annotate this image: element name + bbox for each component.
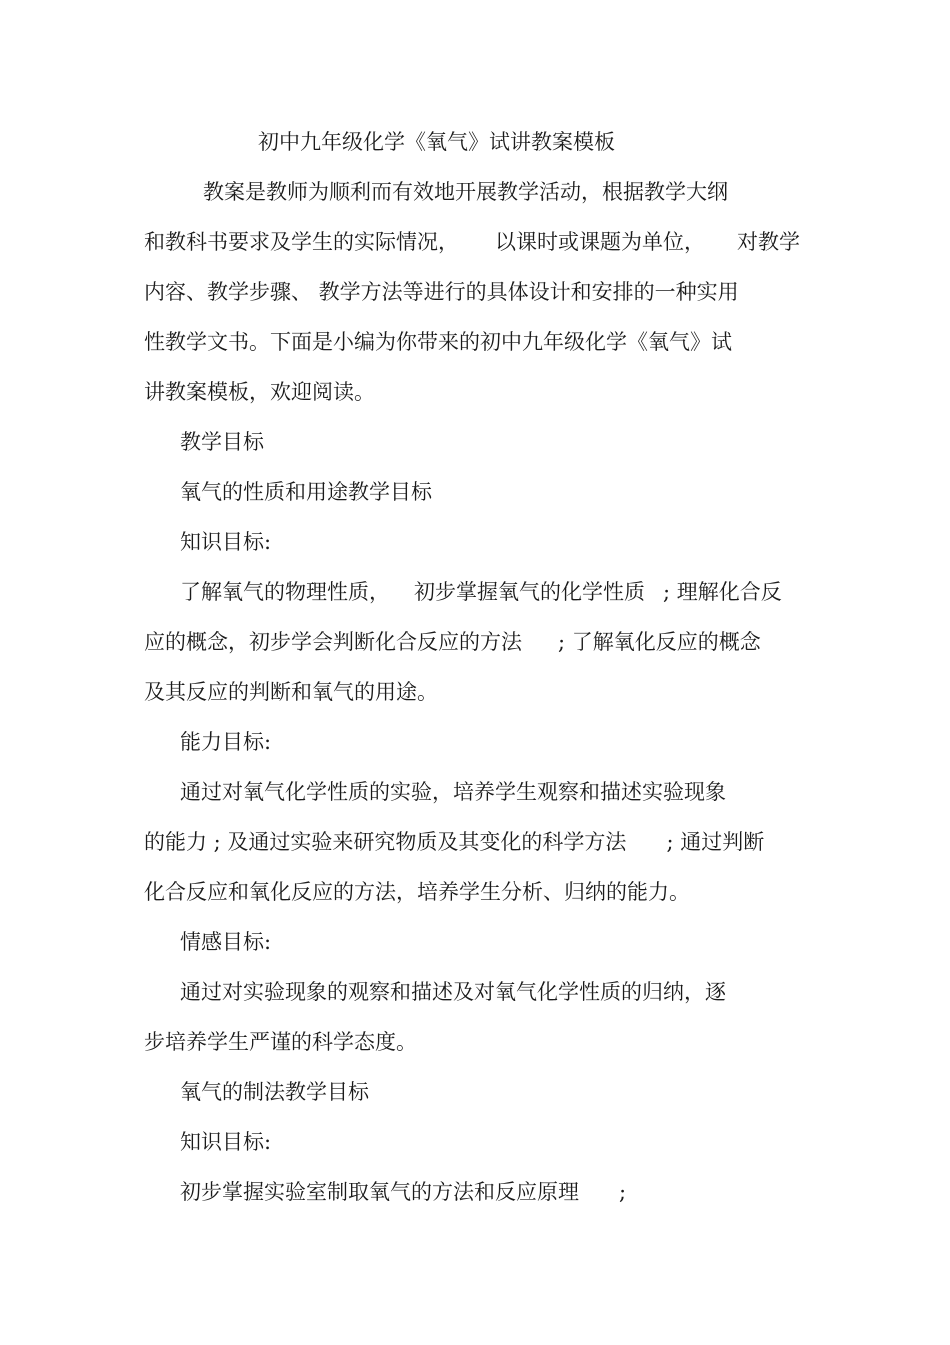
knowledge-2-line-1-part-2: ; (619, 1180, 627, 1204)
intro-line-2-part-2: 以课时或课题为单位， (495, 230, 705, 254)
knowledge-label-2: 知识目标: (180, 1130, 272, 1154)
emotion-line-2: 步培养学生严谨的科学态度。 (144, 1030, 417, 1054)
intro-line-1: 教案是教师为顺利而有效地开展教学活动，根据教学大纲 (203, 180, 728, 204)
knowledge-1-line-1-part-3: ; 理解化合反 (663, 580, 782, 604)
knowledge-1-line-2-part-2: ; 了解氧化反应的概念 (558, 630, 761, 654)
heading-oxygen-preparation: 氧气的制法教学目标 (180, 1080, 369, 1104)
document-title: 初中九年级化学《氧气》试讲教案模板 (258, 130, 615, 154)
knowledge-2-line-1 (180, 1179, 626, 1205)
ability-line-3: 化合反应和氧化反应的方法，培养学生分析、归纳的能力。 (144, 880, 690, 904)
knowledge-1-line-3: 及其反应的判断和氧气的用途。 (144, 680, 438, 704)
emotion-label: 情感目标: (180, 930, 272, 954)
heading-teaching-goals: 教学目标 (180, 430, 264, 454)
ability-label: 能力目标: (180, 730, 272, 754)
knowledge-1-line-2 (144, 629, 761, 655)
knowledge-1-line-1 (180, 579, 782, 605)
intro-line-3: 内容、教学步骤、 教学方法等进行的具体设计和安排的一种实用 (144, 280, 739, 304)
intro-line-2 (144, 229, 800, 255)
knowledge-label-1: 知识目标: (180, 530, 272, 554)
knowledge-2-line-1-part-1: 初步掌握实验室制取氧气的方法和反应原理 (180, 1180, 579, 1204)
knowledge-1-line-1-part-2: 初步掌握氧气的化学性质 (414, 580, 645, 604)
heading-oxygen-properties: 氧气的性质和用途教学目标 (180, 480, 432, 504)
emotion-line-1: 通过对实验现象的观察和描述及对氧气化学性质的归纳，逐 (180, 980, 726, 1004)
ability-line-1: 通过对氧气化学性质的实验，培养学生观察和描述实验现象 (180, 780, 726, 804)
knowledge-1-line-2-part-1: 应的概念，初步学会判断化合反应的方法 (144, 630, 522, 654)
ability-line-2-part-2: ; 通过判断 (666, 830, 765, 854)
intro-line-2-part-1: 和教科书要求及学生的实际情况， (144, 230, 459, 254)
intro-line-5: 讲教案模板，欢迎阅读。 (144, 380, 375, 404)
knowledge-1-line-1-part-1: 了解氧气的物理性质， (180, 580, 390, 604)
ability-line-2 (144, 829, 764, 855)
ability-line-2-part-1: 的能力 ; 及通过实验来研究物质及其变化的科学方法 (144, 830, 627, 854)
intro-line-4: 性教学文书。下面是小编为你带来的初中九年级化学《氧气》试 (144, 330, 732, 354)
intro-line-2-part-3: 对教学 (737, 230, 800, 254)
